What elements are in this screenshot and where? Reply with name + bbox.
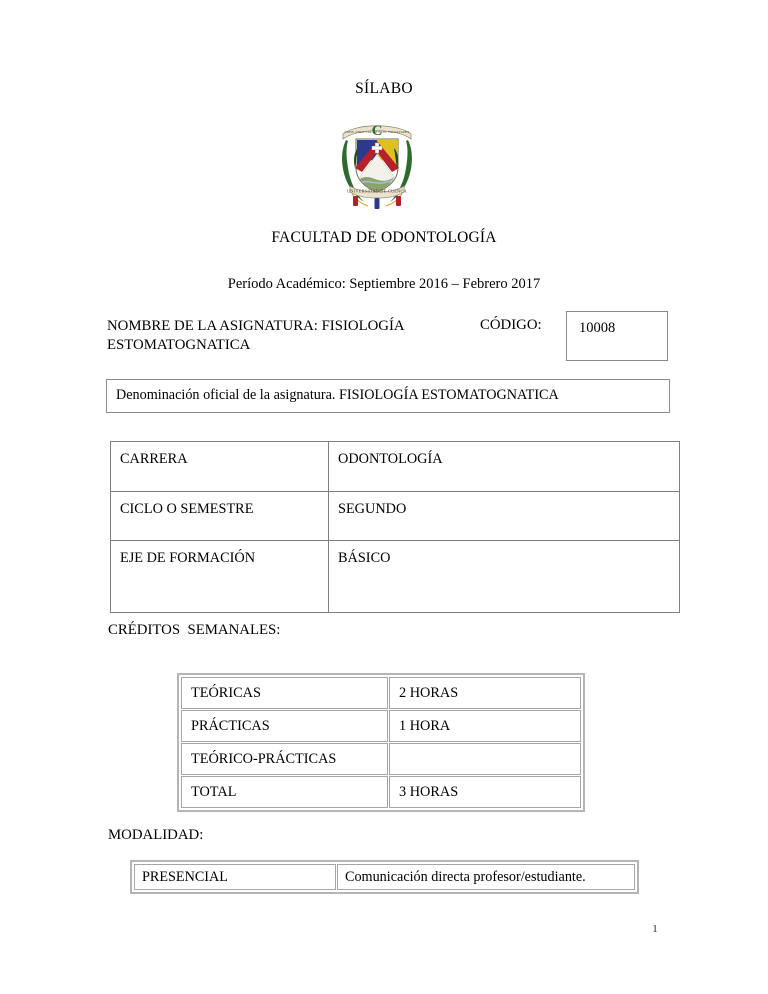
modalidad-label-presencial: PRESENCIAL (134, 864, 336, 890)
credits-label-teoricas: TEÓRICAS (181, 677, 388, 709)
modalidad-section-label: MODALIDAD: (108, 827, 204, 843)
info-label-carrera: CARRERA (111, 442, 329, 492)
info-value-carrera: ODONTOLOGÍA (329, 442, 680, 492)
table-row (111, 541, 680, 613)
university-crest-icon (332, 118, 422, 210)
codigo-value-box (566, 311, 668, 361)
modalidad-table (130, 860, 639, 894)
info-value-ciclo: SEGUNDO (329, 492, 680, 541)
credits-value-teorico-practicas (389, 743, 581, 775)
table-row (111, 442, 680, 492)
svg-text:UNIVERSIDAD DE CUENCA: UNIVERSIDAD DE CUENCA (347, 188, 407, 194)
table-row (134, 864, 635, 890)
page-number: 1 (652, 923, 658, 935)
denomination-box (106, 379, 670, 413)
credits-label-practicas: PRÁCTICAS (181, 710, 388, 742)
page-title: SÍLABO (355, 80, 413, 97)
info-label-ciclo: CICLO O SEMESTRE (111, 492, 329, 541)
faculty-name: FACULTAD DE ODONTOLOGÍA (271, 229, 497, 246)
codigo-value: 10008 (579, 320, 616, 336)
table-row (181, 776, 581, 808)
modalidad-value-presencial: Comunicación directa profesor/estudiante. (337, 864, 635, 890)
credits-section-label: CRÉDITOS SEMANALES: (108, 622, 281, 638)
info-value-eje: BÁSICO (329, 541, 680, 613)
codigo-label: CÓDIGO: (480, 317, 542, 333)
denomination-text: Denominación oficial de la asignatura. FISIOLOGÍA ESTOMATOGNATICA (116, 387, 559, 403)
table-row (111, 492, 680, 541)
subject-name-label: NOMBRE DE LA ASIGNATURA: FISIOLOGÍA ESTOMATOGNATICA (107, 318, 404, 353)
credits-value-total: 3 HORAS (389, 776, 581, 808)
info-label-eje: EJE DE FORMACIÓN (111, 541, 329, 613)
weekly-credits-table (177, 673, 585, 812)
table-row (181, 710, 581, 742)
credits-value-teoricas: 2 HORAS (389, 677, 581, 709)
svg-text:C: C (371, 123, 383, 139)
course-info-table (110, 441, 680, 613)
credits-label-total: TOTAL (181, 776, 388, 808)
credits-label-teorico-practicas: TEÓRICO-PRÁCTICAS (181, 743, 388, 775)
academic-period: Período Académico: Septiembre 2016 – Febrero 2017 (227, 276, 541, 292)
table-row (181, 677, 581, 709)
credits-value-practicas: 1 HORA (389, 710, 581, 742)
table-row (181, 743, 581, 775)
svg-text:CONS. VIDA. CIA. DE ESTE. FACU: CONS. VIDA. CIA. DE ESTE. FACULTADES (344, 130, 410, 134)
